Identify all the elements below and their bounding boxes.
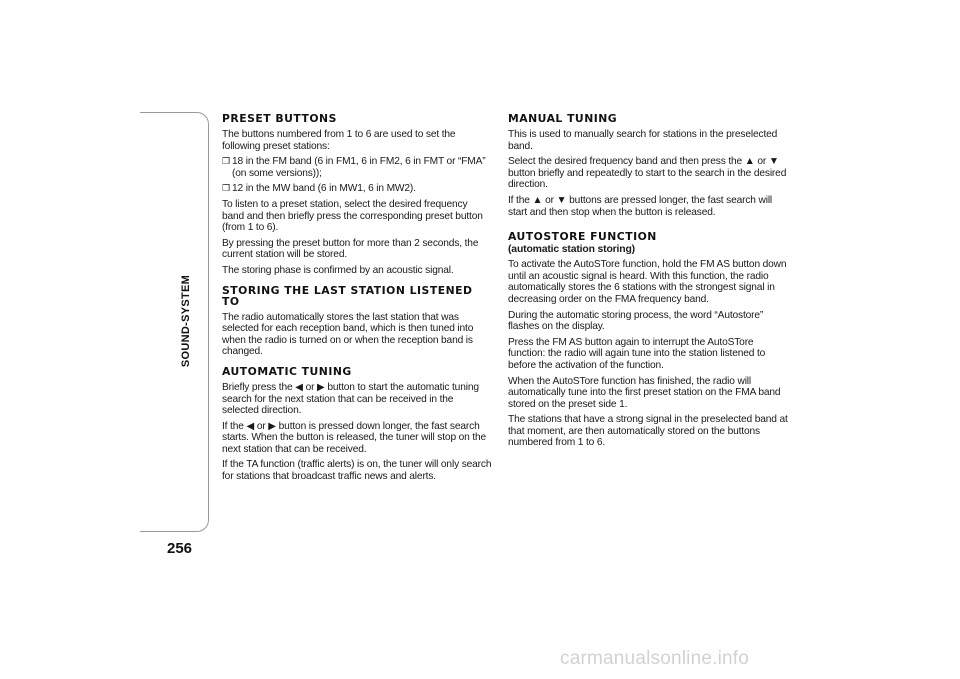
bullet-fm-text: 18 in the FM band (6 in FM1, 6 in FM2, 6 in FMT or “FMA” (on some versions)); <box>232 156 486 179</box>
checkbox-bullet-icon: ❒ <box>222 183 230 194</box>
bullet-mw-text: 12 in the MW band (6 in MW1, 6 in MW2). <box>232 183 416 195</box>
autostore-text-3: Press the FM AS button again to interrupt the AutoSTore function: the radio will again tune into the station listened to before the activation of the function. <box>508 336 766 371</box>
manual-tuning-heading: MANUAL TUNING <box>508 112 618 125</box>
preset-confirm-text: The storing phase is confirmed by an acoustic signal. <box>222 264 454 276</box>
manual-tuning-text-2: Select the desired frequency band and then press the ▲ or ▼ button briefly and repeatedly to start to the search in the desired direction. <box>508 156 787 191</box>
automatic-tuning-text-1: Briefly press the ◀ or ▶ button to start the automatic tuning search for the next station that can be received in the selected direction. <box>222 381 479 417</box>
autostore-text-1: To activate the AutoSTore function, hold the FM AS button down until an acoustic signal is heard. With this function, the radio automatically stores the 6 stations with the strongest signal in decreasing order on the FMA frequency band. <box>508 259 787 305</box>
autostore-heading: AUTOSTORE FUNCTION <box>508 230 657 244</box>
watermark-logo: carmanualsonline.info <box>560 648 750 669</box>
right-arrow-icon: ▶ <box>268 420 276 432</box>
automatic-tuning-text-2: If the ◀ or ▶ button is pressed down longer, the fast search starts. When the button is released, the tuner will stop on the next station that can be received. <box>222 420 487 455</box>
checkbox-bullet-icon: ❒ <box>222 156 230 167</box>
bullet-mw <box>222 183 492 195</box>
preset-listen-text: To listen to a preset station, select the desired frequency band and then briefly press the corresponding preset button (from 1 to 6). <box>222 198 483 234</box>
up-arrow-icon: ▲ <box>532 194 543 206</box>
left-arrow-icon: ◀ <box>246 420 255 432</box>
down-arrow-icon: ▼ <box>768 156 779 168</box>
bullet-fm <box>222 156 492 179</box>
manual-tuning-text-3: If the ▲ or ▼ buttons are pressed longer, the fast search will start and then stop when the button is released. <box>508 194 773 218</box>
down-arrow-icon: ▼ <box>556 194 567 206</box>
autostore-text-2: During the automatic storing process, the word “Autostore” flashes on the display. <box>508 309 764 333</box>
up-arrow-icon: ▲ <box>744 156 755 168</box>
side-tab-label: SOUND-SYSTEM <box>180 274 192 368</box>
preset-store-text: By pressing the preset button for more than 2 seconds, the current station will be stored. <box>222 237 479 261</box>
autostore-subheading: (automatic station storing) <box>508 244 635 256</box>
storing-text: The radio automatically stores the last station that was selected for each reception band, which is then tuned into when the radio is turned on or when the reception band is changed. <box>222 311 474 358</box>
preset-buttons-heading: PRESET BUTTONS <box>222 112 337 125</box>
automatic-tuning-text-3: If the TA function (traffic alerts) is on, the tuner will only search for stations that broadcast traffic news and alerts. <box>222 459 492 483</box>
storing-last-station-heading: STORING THE LAST STATION LISTENED TO <box>222 283 473 308</box>
autostore-text-5: The stations that have a strong signal in the preselected band at that moment, are then automatically stored on the buttons numbered from 1 to 6. <box>508 414 788 449</box>
side-tab <box>140 112 209 532</box>
right-arrow-icon: ▶ <box>317 381 325 393</box>
left-arrow-icon: ◀ <box>295 381 303 393</box>
autostore-text-4: When the AutoSTore function has finished, the radio will automatically tune into the first preset station on the FMA band stored on the preset side 1. <box>508 375 781 410</box>
manual-tuning-text-1: This is used to manually search for stations in the preselected band. <box>508 129 778 152</box>
right-column <box>508 113 788 453</box>
left-column <box>222 113 492 487</box>
preset-intro: The buttons numbered from 1 to 6 are used to set the following preset stations: <box>222 129 456 152</box>
page-number: 256 <box>167 540 193 557</box>
automatic-tuning-heading: AUTOMATIC TUNING <box>222 364 352 378</box>
